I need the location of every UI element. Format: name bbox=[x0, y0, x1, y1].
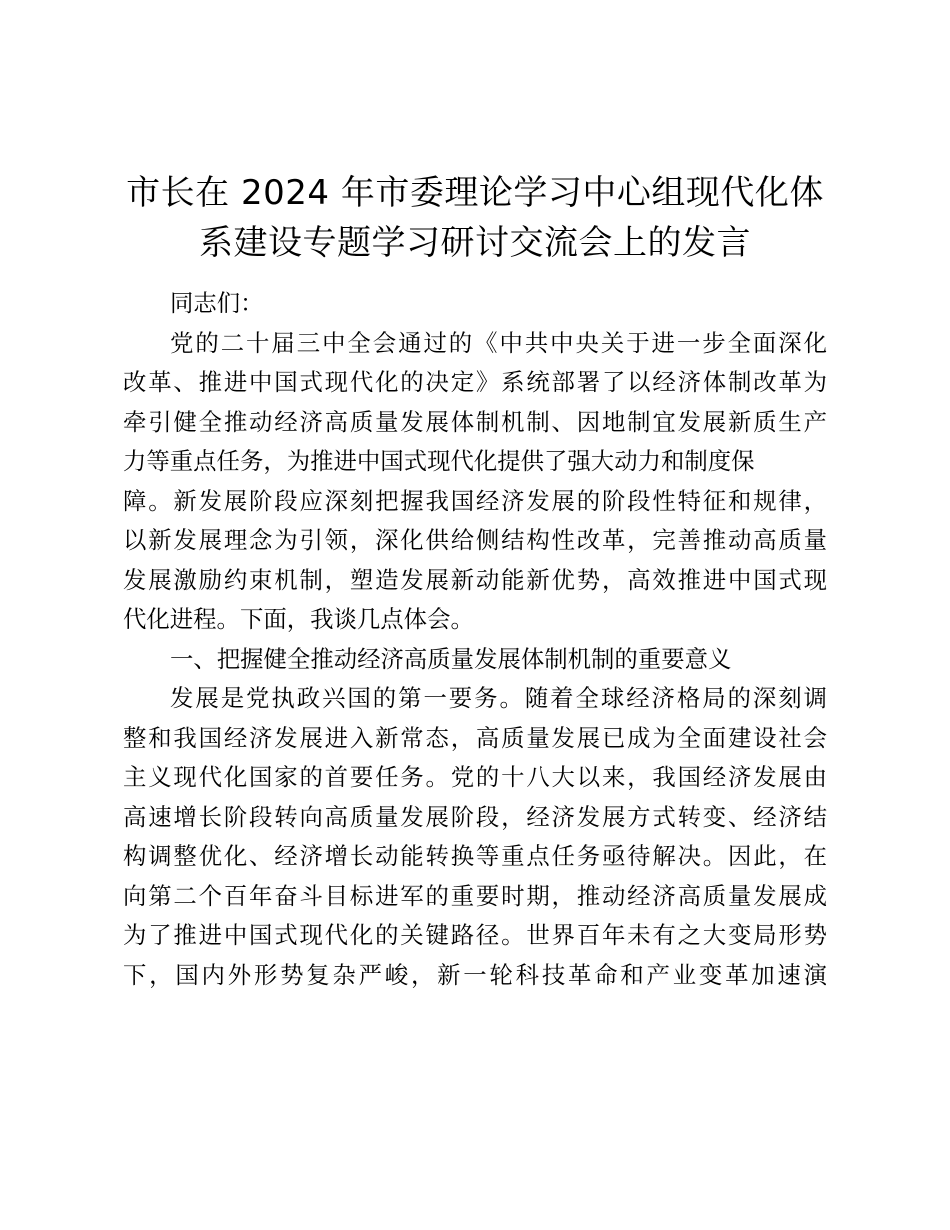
paragraph-1 bbox=[123, 324, 827, 640]
paragraph-line: 发展激励约束机制，塑造发展新动能新优势，高效推进中国式现 bbox=[123, 565, 827, 594]
document-title bbox=[100, 168, 850, 268]
paragraph-line: 牵引健全推动经济高质量发展体制机制、因地制宜发展新质生产 bbox=[123, 407, 827, 436]
paragraph-line: 党的二十届三中全会通过的《中共中央关于进一步全面深化 bbox=[170, 328, 827, 357]
paragraph-line: 下，国内外形势复杂严峻，新一轮科技革命和产业变革加速演 bbox=[123, 960, 827, 989]
title-line: 市长在 2024 年市委理论学习中心组现代化体 bbox=[126, 173, 824, 213]
document-body bbox=[123, 284, 827, 995]
paragraph-line: 为了推进中国式现代化的关键路径。世界百年未有之大变局形势 bbox=[123, 921, 827, 949]
paragraph-line: 构调整优化、经济增长动能转换等重点任务亟待解决。因此，在 bbox=[123, 842, 827, 870]
paragraph-line: 改革、推进中国式现代化的决定》系统部署了以经济体制改革为 bbox=[123, 368, 827, 396]
paragraph-line: 整和我国经济发展进入新常态，高质量发展已成为全面建设社会 bbox=[123, 723, 827, 752]
paragraph-line: 发展是党执政兴国的第一要务。随着全球经济格局的深刻调 bbox=[170, 684, 827, 712]
paragraph-line: 向第二个百年奋斗目标进军的重要时期，推动经济高质量发展成 bbox=[123, 881, 827, 910]
paragraph-line: 力等重点任务，为推进中国式现代化提供了强大动力和制度保 bbox=[123, 447, 755, 475]
salutation: 同志们： bbox=[170, 289, 264, 317]
paragraph-line: 高速增长阶段转向高质量发展阶段，经济发展方式转变、经济结 bbox=[123, 802, 827, 831]
paragraph-line: 代化进程。下面，我谈几点体会。 bbox=[123, 605, 474, 633]
title-line: 系建设专题学习研讨交流会上的发言 bbox=[199, 223, 751, 263]
paragraph-line: 主义现代化国家的首要任务。党的十八大以来，我国经济发展由 bbox=[123, 763, 827, 791]
paragraph-line: 以新发展理念为引领，深化供给侧结构性改革，完善推动高质量 bbox=[123, 526, 827, 554]
section-heading: 一、把握健全推动经济高质量发展体制机制的重要意义 bbox=[170, 644, 732, 673]
paragraph-2 bbox=[123, 679, 827, 995]
paragraph-line: 障。新发展阶段应深刻把握我国经济发展的阶段性特征和规律， bbox=[123, 486, 827, 515]
